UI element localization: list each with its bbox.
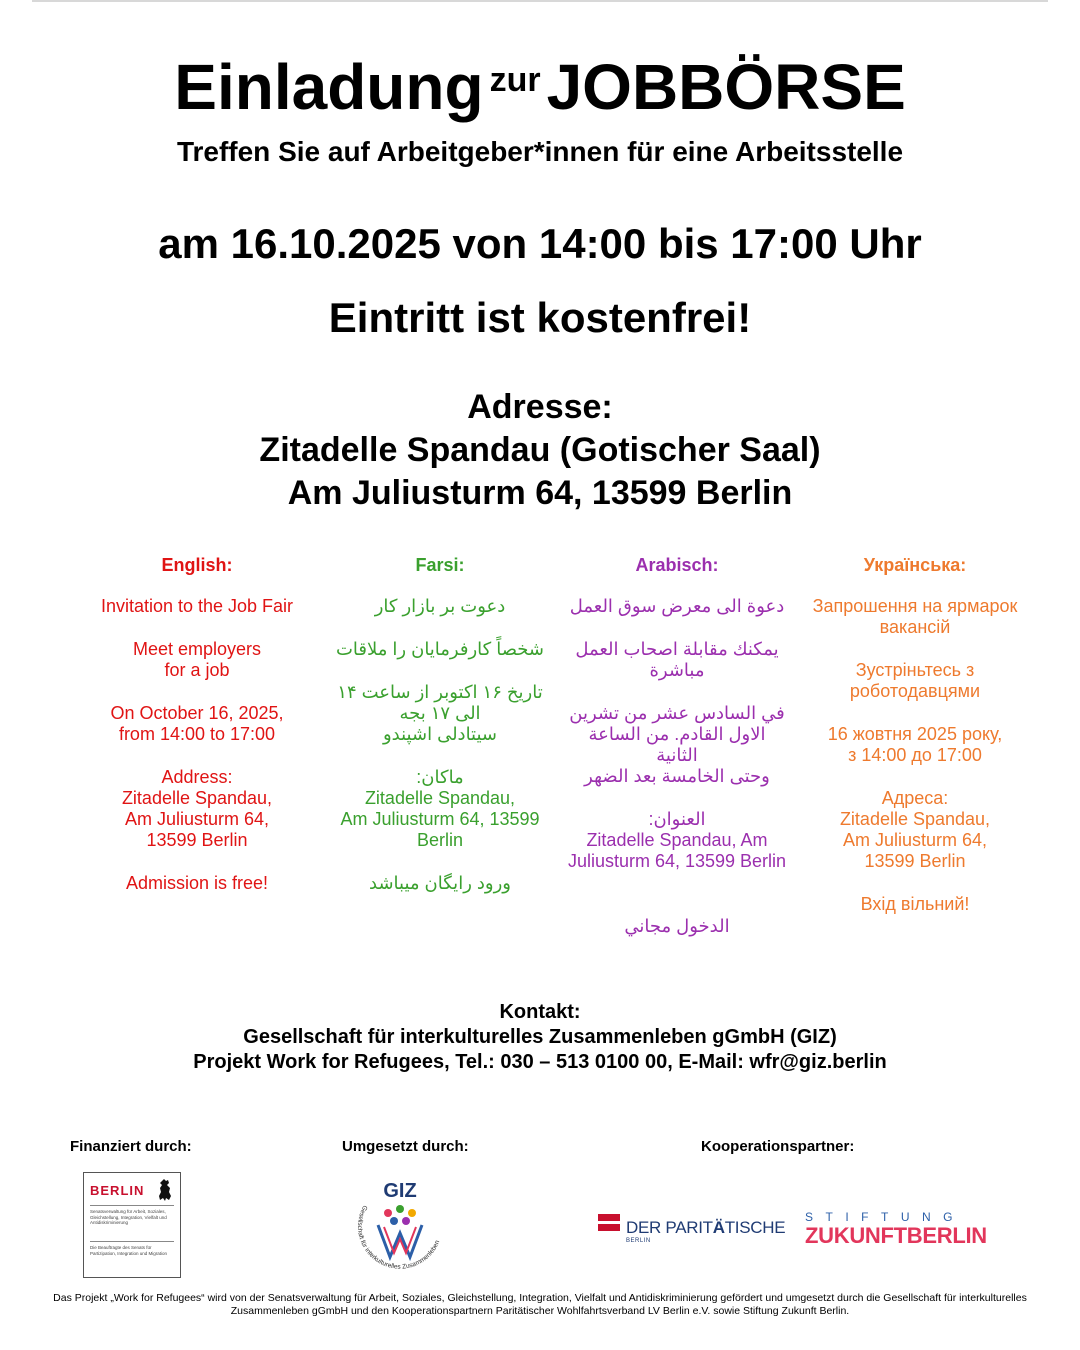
free-text: Admission is free! — [125, 873, 269, 893]
partners-label: Kooperationspartner: — [701, 1138, 855, 1155]
event-date: am 16.10.2025 von 14:00 bis 17:00 Uhr — [158, 220, 922, 267]
berlin-senate-logo — [83, 1172, 181, 1278]
address-text: Zitadelle Spandau, Am Juliusturm 64, 13599 Berlin — [567, 830, 787, 871]
date-text: في السادس عشر من تشرين الاول القادم. من الساعة الثانية وحتى الخامسة بعد الضهر — [569, 703, 785, 786]
title-part-3: JOBBÖRSE — [546, 51, 906, 123]
paritaet-sub: BERLIN — [626, 1238, 651, 1244]
address-text: Адреса: Zitadelle Spandau, Am Juliusturm 64, 13599 Berlin — [839, 788, 991, 871]
language-heading: English: — [161, 555, 233, 575]
paritaet-bars-icon — [598, 1214, 620, 1240]
address-label: العنوان: — [648, 809, 706, 829]
meet-text: شخصاً کارفرمایان را ملاقات — [335, 639, 545, 659]
berlin-fine-text-1: Senatsverwaltung für Arbeit, Soziales, Gleichstellung, Integration, Vielfalt und Antidiskriminierung — [90, 1209, 167, 1225]
date-text: تاریخ ۱۶ اکتوبر از ساعت ۱۴ الی ۱۷ بجه سیتادلی اشپندو — [337, 682, 543, 744]
financed-by-label: Finanziert durch: — [70, 1138, 192, 1155]
language-column-english — [87, 555, 307, 894]
contact-details: Projekt Work for Refugees, Tel.: 030 – 513 0100 00, E-Mail: wfr@giz.berlin — [193, 1051, 887, 1073]
meet-text: Зустріньтесь з роботодавцями — [849, 660, 981, 701]
giz-logo — [350, 1175, 450, 1275]
paritaet-name-part-3: TISCHE — [724, 1218, 786, 1237]
invite-text: دعوت بر بازار کار — [374, 596, 506, 616]
paritaet-name-part-1: DER PARIT — [626, 1218, 713, 1237]
language-heading: Farsi: — [415, 555, 465, 575]
address-line-2: Am Juliusturm 64, 13599 Berlin — [287, 474, 793, 512]
address-text: Address: Zitadelle Spandau, Am Juliusturm 64, 13599 Berlin — [121, 767, 273, 850]
stiftung-bottom-text: ZUKUNFTBERLIN — [805, 1223, 987, 1248]
language-column-ukrainian — [805, 555, 1025, 915]
paritaet-name-part-2: Ä — [712, 1218, 725, 1237]
address-label: Adresse: — [467, 388, 613, 426]
stiftung-zukunft-berlin-logo — [805, 1210, 987, 1250]
page-title — [0, 44, 1080, 123]
meet-text: يمكنك مقابلة اصحاب العمل مباشرة — [575, 639, 779, 680]
berlin-bear-icon — [156, 1179, 174, 1201]
top-divider — [32, 0, 1048, 2]
invite-text: دعوة الى معرض سوق العمل — [569, 596, 785, 616]
admission-free-notice: Eintritt ist kostenfrei! — [328, 294, 752, 341]
giz-ring-text: Gesellschaft für interkulturelles Zusammenleben — [355, 1204, 442, 1271]
contact-organization: Gesellschaft für interkulturelles Zusammenleben gGmbH (GIZ) — [243, 1026, 837, 1048]
address-label: ماکان: — [416, 767, 464, 787]
page-subtitle: Treffen Sie auf Arbeitgeber*innen für eine Arbeitsstelle — [176, 136, 904, 167]
contact-block — [0, 1000, 1080, 1075]
meet-text: Meet employers for a job — [132, 639, 262, 680]
address-text: Zitadelle Spandau, Am Juliusturm 64, 13599 Berlin — [340, 788, 540, 850]
paritaetische-logo — [598, 1212, 786, 1248]
berlin-fine-text-2: Die Beauftragte des Senats für Partizipation, Integration und Migration — [90, 1245, 168, 1256]
date-text: On October 16, 2025, from 14:00 to 17:00 — [110, 703, 284, 744]
free-text: ورود رایگان میباشد — [369, 873, 511, 893]
free-text: الدخول مجاني — [624, 916, 730, 936]
address-line-1: Zitadelle Spandau (Gotischer Saal) — [259, 431, 821, 469]
funding-footnote: Das Projekt „Work for Refugees“ wird von der Senatsverwaltung für Arbeit, Soziales, Gleichstellung, Integration, Vielfalt und Antidiskriminierung gefördert und umgesetzt durch die Gesellschaft für interkulturelles Zusammenleben gGmbH und den Kooperationspartnern Paritätischer Wohlfahrtsverband LV Berlin e.V. sowie Stiftung Zukunft Berlin. — [53, 1292, 1027, 1317]
language-column-arabic — [567, 555, 787, 937]
berlin-logo-text: BERLIN — [90, 1183, 145, 1198]
paritaet-name — [626, 1218, 785, 1238]
title-part-1: Einladung — [174, 51, 484, 123]
date-text: 16 жовтня 2025 року, з 14:00 до 17:00 — [827, 724, 1003, 765]
language-heading: Українська: — [863, 555, 967, 575]
logo-divider — [90, 1241, 174, 1242]
language-heading: Arabisch: — [635, 555, 719, 575]
stiftung-top-text: STIFTUNG — [805, 1210, 965, 1224]
event-address — [0, 386, 1080, 515]
contact-label: Kontakt: — [499, 1001, 581, 1023]
title-part-2: zur — [489, 61, 541, 99]
implemented-by-label: Umgesetzt durch: — [342, 1138, 469, 1155]
invite-text: Запрошення на ярмарок вакансій — [812, 596, 1018, 637]
logo-divider — [90, 1205, 174, 1206]
invite-text: Invitation to the Job Fair — [100, 596, 294, 616]
giz-logo-text: GIZ — [383, 1180, 417, 1202]
free-text: Вхід вільний! — [860, 894, 970, 914]
language-column-farsi — [330, 555, 550, 894]
